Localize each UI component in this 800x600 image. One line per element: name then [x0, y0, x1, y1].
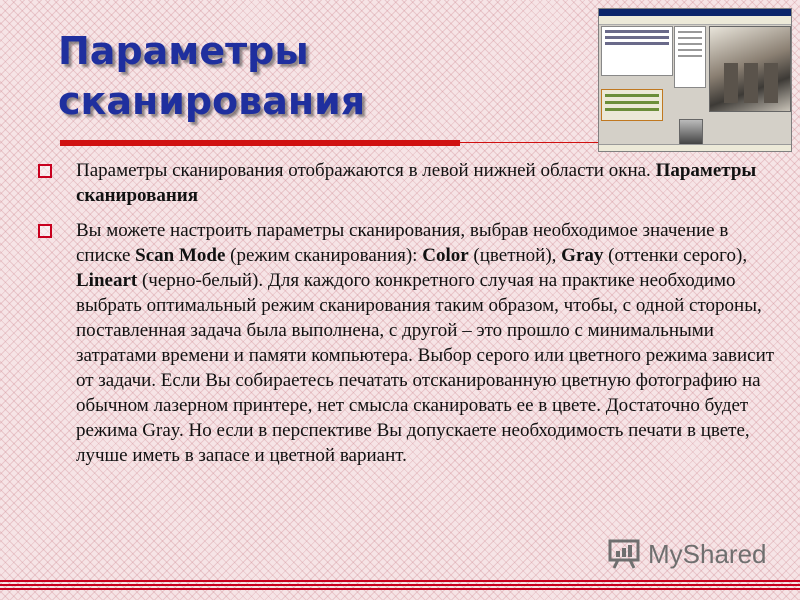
thumb-properties	[674, 26, 706, 88]
bullet-item-1	[38, 158, 778, 208]
slide-title-line-1: Параметры	[58, 29, 309, 73]
slide-body	[38, 158, 778, 478]
scanner-window-screenshot	[598, 8, 792, 152]
bullet-2-text-b: (режим сканирования):	[225, 245, 423, 266]
myshared-logo	[608, 536, 767, 572]
bullet-item-2	[38, 218, 778, 468]
title-underline-thin	[460, 142, 600, 143]
slide-title-line-2: сканирования	[58, 79, 366, 123]
logo-text-shared: Shared	[682, 538, 767, 569]
thumb-preview-image	[709, 26, 791, 112]
thumb-titlebar	[599, 9, 791, 16]
presentation-board-icon	[608, 538, 642, 570]
bullet-2-text-c: (цветной),	[468, 245, 562, 266]
square-bullet-icon	[38, 164, 52, 178]
thumb-file-list	[601, 26, 673, 76]
gray-term: Gray	[561, 245, 604, 266]
bullet-1-text: Параметры сканирования отображаются в левой нижней области окна.	[76, 160, 656, 181]
bullet-2-text-d: (оттенки серого),	[603, 245, 748, 266]
title-underline	[60, 140, 460, 146]
thumb-scan-parameters-panel	[601, 89, 663, 121]
logo-text-my: My	[648, 538, 683, 569]
bullet-1-bold: Параметры сканирования	[76, 160, 757, 206]
slide-title	[58, 26, 365, 126]
color-term: Color	[422, 245, 469, 266]
scan-mode-term: Scan Mode	[135, 245, 226, 266]
square-bullet-icon	[38, 224, 52, 238]
footer-rule	[0, 580, 800, 592]
bullet-2-text-a: Вы можете настроить параметры сканирования, выбрав необходимое значение в списке	[76, 220, 729, 266]
thumb-mini-preview	[679, 119, 703, 145]
thumb-menubar	[599, 16, 791, 25]
lineart-term: Lineart	[76, 270, 138, 291]
bullet-2-text-e: (черно-белый). Для каждого конкретного случая на практике необходимо выбрать оптимальный режим сканирования таким образом, чтобы, с одной стороны, поставленная задача была выполнена, с другой – это прошло с минимальными затратами времени и памяти компьютера. Выбор серого или цветного режима зависит от задачи. Если Вы собираетесь печатать отсканированную цветную фотографию на обычном лазерном принтере, нет смысла сканировать ее в цвете. Достаточно будет режима Gray. Но если в перспективе Вы допускаете необходимость печати в цвете, лучше иметь в запасе и цветной вариант.	[76, 270, 775, 466]
thumb-statusbar	[599, 144, 791, 151]
